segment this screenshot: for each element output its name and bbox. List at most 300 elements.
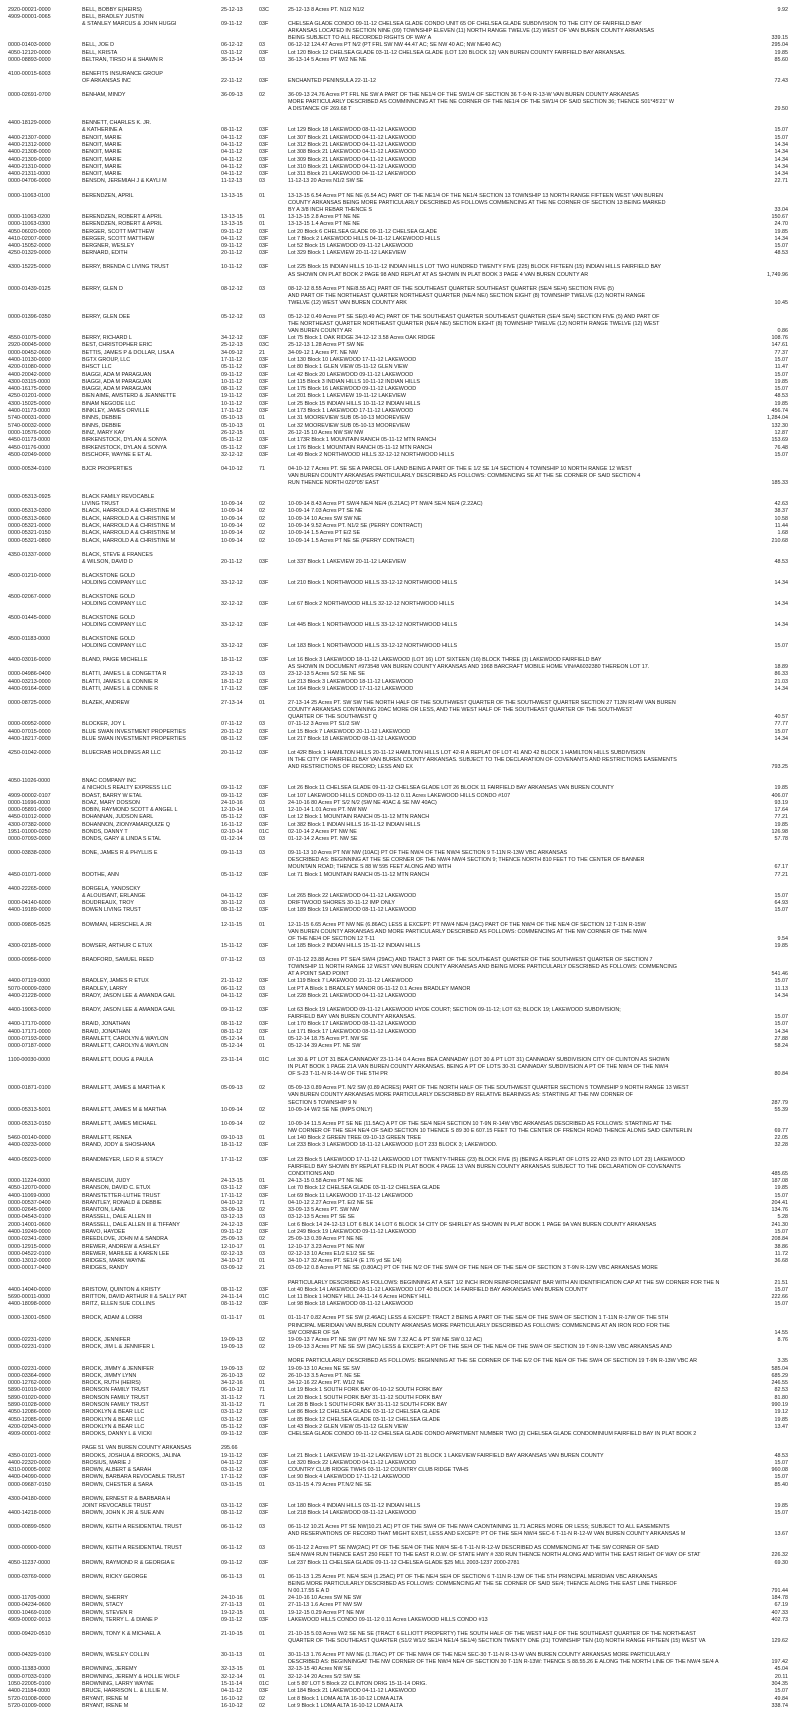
tax-class: 03F	[259, 1006, 269, 1013]
section-township-range: 21-11-12	[221, 978, 243, 985]
section-township-range: 04-11-12	[221, 149, 243, 156]
legal-description: 04-10-12 7 Acres PT. SE SE A PARCEL OF LAND BEING A PART OF THE E 1/2 SE 1/4 SECTION 4 TOWNSHIP 10 NORTH RANGE 12 WEST	[288, 465, 633, 472]
owner-name: & WILSON, DAVID D	[82, 558, 133, 565]
tax-record	[8, 829, 788, 836]
legal-description: Lot 173 Block 1 LAKEWOOD 17-11-12 LAKEWOOD	[288, 408, 414, 415]
legal-description: Lot 183 Block 1 NORTHWOOD HILLS 33-12-12 NORTHWOOD HILLS	[288, 643, 458, 650]
section-township-range: 10-09-14	[221, 501, 243, 508]
amount-due: 960.08	[771, 1467, 788, 1474]
amount-due: 15.07	[774, 1192, 788, 1199]
amount-due: 38.37	[774, 508, 788, 515]
owner-name: BERRY, GLEN DEE	[82, 313, 131, 320]
owner-name: BRAMLETT, JAMES MICHAEL	[82, 1120, 157, 1127]
tax-record	[8, 1674, 788, 1681]
amount-due: 15.07	[774, 1014, 788, 1021]
record-line	[8, 1007, 788, 1014]
parcel-number: 0000-09420-0510	[8, 1630, 51, 1637]
tax-class: 03F	[259, 657, 269, 664]
section-township-range: 34-12-16	[221, 1380, 243, 1387]
amount-due: 42.63	[774, 501, 788, 508]
parcel-number: 0000-00899-0500	[8, 1524, 51, 1531]
tax-record	[8, 1287, 788, 1294]
amount-due: 14.34	[774, 600, 788, 607]
tax-record	[8, 1157, 788, 1178]
owner-name: BERENDZEN, APRIL	[82, 192, 134, 199]
tax-class: 03F	[259, 978, 269, 985]
tax-record	[8, 729, 788, 736]
tax-record	[8, 135, 788, 142]
legal-description: 21-10-15 5.03 Acres W/2 SE NE SE (TRACT 6 ELLIOTT PROPERTY) THE SOUTH HALF OF THE WEST HALF OF THE SOUTHEAST QUARTER OF THE NORTHEAST	[288, 1630, 697, 1637]
record-line	[8, 321, 788, 328]
amount-due: 339.15	[771, 35, 788, 42]
parcel-number: 0000-04706-0000	[8, 178, 51, 185]
section-township-range: 04-11-12	[221, 156, 243, 163]
section-township-range: 10-11-12	[221, 264, 243, 271]
tax-class: 03F	[259, 163, 269, 170]
legal-description: AND PART OF THE NORTHEAST QUARTER NORTHEAST QUARTER (NE/4 NE/) SECTION EIGHT (8) TOWNSHIP TWELVE (12) NORTH RANGE	[288, 292, 646, 299]
amount-due: 129.62	[771, 1638, 788, 1644]
legal-description: FAIRFIELD BAY VAN BUREN COUNTY ARKANSAS.	[288, 1014, 416, 1021]
section-township-range: 09-11-12	[221, 228, 243, 235]
section-township-range: 08-11-12	[221, 1510, 243, 1517]
amount-due: 29.50	[774, 106, 788, 113]
tax-record	[8, 1193, 788, 1200]
section-township-range: 19-12-15	[221, 1609, 243, 1616]
tax-class: 03F	[259, 386, 269, 393]
tax-class: 02	[259, 515, 265, 522]
tax-class: 03F	[259, 942, 269, 949]
tax-record	[8, 149, 788, 156]
parcel-number: 4400-21307-0000	[8, 134, 51, 141]
parcel-number: 4909-00001-0002	[8, 1431, 51, 1438]
tax-class: 03F	[259, 871, 269, 878]
legal-description: Lot 20 Block 6 CHELSEA GLADE 09-11-12 CHELSEA GLADE	[288, 228, 438, 235]
record-line	[8, 814, 788, 821]
tax-record	[8, 636, 788, 650]
owner-name: BRANTLEY, RONALD & DEBBIE	[82, 1199, 162, 1206]
owner-name: BRADFORD, SAMUEL REED	[82, 956, 154, 963]
owner-name: BROWN, STEVEN R	[82, 1609, 133, 1616]
section-township-range: 16-10-12	[221, 1695, 243, 1702]
tax-class: 01C	[259, 1057, 269, 1064]
owner-name: BROWN, BARBARA REVOCABLE TRUST	[82, 1474, 185, 1481]
tax-class: 01	[259, 1630, 265, 1637]
amount-due: 48.53	[774, 1452, 788, 1459]
record-line	[8, 1157, 788, 1164]
amount-due: 12.87	[774, 429, 788, 436]
legal-description: Lot 98 Block 18 LAKEWOOD 08-11-12 LAKEWOOD	[288, 1301, 414, 1308]
record-line	[8, 1503, 788, 1510]
section-township-range: 02-10-14	[221, 829, 243, 836]
parcel-number: 4450-01071-0000	[8, 871, 51, 878]
owner-name: BETTIS, JAMES P & DOLLAR, LISA A	[82, 349, 175, 356]
tax-record	[8, 686, 788, 693]
record-line	[8, 1214, 788, 1221]
record-line	[8, 1287, 788, 1294]
owner-name: BRYANT, IRENE M	[82, 1702, 129, 1709]
tax-class: 02	[259, 92, 265, 99]
section-township-range: 31-11-12	[221, 1394, 243, 1401]
amount-due: 13.67	[774, 1531, 788, 1538]
legal-description: Lot 201 Block 1 LAKEVIEW 19-11-12 LAKEVIEW	[288, 393, 406, 400]
legal-description: PRINCIPAL MERIDIAN VAN BUREN COUNTY ARKANSAS MORE PARTICULARLY DESCRIBED AS FOLLOWS: COMMENCING AT AN IRON ROD FOR THE	[288, 1322, 670, 1329]
tax-record	[8, 1424, 788, 1431]
section-township-range: 17-11-12	[221, 1156, 243, 1163]
tax-record	[8, 1029, 788, 1036]
record-line	[8, 1574, 788, 1581]
record-line	[8, 1510, 788, 1517]
owner-name: BRADY, JASON LEE & AMANDA GAIL	[82, 1006, 176, 1013]
tax-record	[8, 1373, 788, 1380]
legal-description: 01-11-17 0.82 Acres PT SE SW (2.46AC) LESS & EXCEPT: TRACT 2 BEING A PART OF THE SE/4 OF THE SW/4 OF SECTION 1 T-11N R-17W OF THE 5TH	[288, 1315, 669, 1322]
tax-record	[8, 342, 788, 349]
record-line	[8, 1395, 788, 1402]
owner-name: & KATHERINE A	[82, 127, 123, 134]
tax-class: 03F	[259, 1431, 269, 1438]
legal-description: 25-12-13 8 Acres PT. N1/2 N1/2	[288, 7, 365, 13]
section-township-range: 25-12-13	[221, 342, 243, 349]
tax-record	[8, 494, 788, 508]
legal-description: Lot 86 Block 12 CHELSEA GLADE 03-11-12 CHELSEA GLADE	[288, 1409, 441, 1416]
record-line	[8, 1482, 788, 1489]
record-line	[8, 393, 788, 400]
parcel-number: 4400-04090-0000	[8, 1474, 51, 1481]
tax-class: 71	[259, 1199, 265, 1206]
owner-name: BOWEN LIVING TRUST	[82, 907, 141, 914]
legal-description: AND RESERVATIONS OF RECORD THAT MIGHT EXIST, LESS AND EXCEPT: PT OF THE SE/4 NW/4 SEC-6 T-11-N R-12-W VAN BUREN COUNTY ARKANSAS M	[288, 1531, 686, 1538]
tax-class: 01	[259, 1573, 265, 1580]
section-township-range: 08-12-12	[221, 285, 243, 292]
tax-record	[8, 171, 788, 178]
record-line	[8, 594, 788, 601]
parcel-number: 4450-01012-0000	[8, 814, 51, 821]
owner-name: BRANSON, DAVID C. ETUX	[82, 1185, 151, 1192]
record-line	[8, 957, 788, 964]
parcel-number: 0000-00534-0100	[8, 465, 51, 472]
tax-record	[8, 1043, 788, 1050]
legal-description: Lot 115 Block 3 INDIAN HILLS 10-11-12 INDIAN HILLS	[288, 378, 420, 385]
record-line	[8, 480, 788, 487]
record-line	[8, 50, 788, 57]
owner-name: BINKLEY, JAMES ORVILLE	[82, 408, 150, 415]
legal-description: Lot 6 Block 14 24-12-13 LOT 6 BLK 14 LOT 6 BLOCK 14 CITY OF SHIRLEY AS SHOWN IN PLAT BOOK 1 PAGE 9A VAN BUREN COUNTY ARKANSAS	[288, 1221, 657, 1228]
legal-description: Lot 329 Block 1 LAKEVIEW 20-11-12 LAKEVIEW	[288, 250, 406, 257]
owner-name: BLATTI, JAMES L & CONGETTA R	[82, 671, 167, 678]
parcel-number: 0000-03364-0900	[8, 1372, 51, 1379]
tax-class: 03	[259, 900, 265, 907]
legal-description: MOUNTAIN ROAD; THENCE S 88 W 595 FEET ALONG AND WITH	[288, 864, 452, 871]
legal-description: 10-09-14 1.5 Acres PT NE SE (PERRY CONTRACT)	[288, 537, 415, 544]
record-line	[8, 573, 788, 580]
legal-description: 03-11-15 4.79 Acres PT.N/2 NE SE	[288, 1481, 372, 1488]
tax-record	[8, 1021, 788, 1028]
owner-name: HOLDING COMPANY LLC	[82, 643, 147, 650]
tax-class: 01	[259, 1609, 265, 1616]
amount-due: 22.05	[774, 1135, 788, 1142]
amount-due: 9.54	[777, 935, 788, 942]
amount-due: 48.53	[774, 250, 788, 257]
owner-name: BLACK FAMILY REVOCABLE	[82, 494, 155, 501]
tax-record	[8, 1344, 788, 1351]
legal-description: Lot 140 Block 2 GREEN TREE 09-10-13 GREEN TREE	[288, 1135, 422, 1142]
parcel-number: 0000-02231-0100	[8, 1344, 51, 1351]
parcel-number: 0000-03838-0300	[8, 850, 51, 857]
legal-description: Lot 7 Block 2 LAKEWOOD HILLS 04-11-12 LAKEWOOD HILLS	[288, 235, 441, 242]
record-line	[8, 1100, 788, 1107]
legal-description: Lot 85 Block 12 CHELSEA GLADE 03-11-12 CHELSEA GLADE	[288, 1416, 441, 1423]
record-line	[8, 1595, 788, 1602]
section-township-range: 03-11-12	[221, 1502, 243, 1509]
tax-record	[8, 1696, 788, 1703]
owner-name: BNAC COMPANY INC	[82, 778, 137, 785]
amount-due: 15.07	[774, 1688, 788, 1695]
tax-record	[8, 807, 788, 814]
legal-description: 24-13-15 0.58 Acres PT NE NE	[288, 1177, 363, 1184]
amount-due: 14.34	[774, 149, 788, 156]
record-line	[8, 1402, 788, 1409]
parcel-number: 4050-12085-0000	[8, 1416, 51, 1423]
section-township-range: 05-11-12	[221, 437, 243, 444]
legal-description: 04-10-12 2.27 Acres PT. E/2 NE SE	[288, 1199, 374, 1206]
record-line	[8, 142, 788, 149]
section-township-range: 09-11-12	[221, 785, 243, 792]
amount-due: 24.70	[774, 221, 788, 228]
tax-record	[8, 1135, 788, 1142]
record-line	[8, 466, 788, 473]
tax-class: 03F	[259, 250, 269, 257]
record-line	[8, 559, 788, 566]
parcel-number: 0000-05313-5001	[8, 1106, 51, 1113]
record-line	[8, 1178, 788, 1185]
amount-due: 541.46	[771, 971, 788, 978]
tax-class: 03F	[259, 750, 269, 757]
section-township-range: 12-10-14	[221, 807, 243, 814]
legal-description: 27-13-14 25 Acres PT. SW SW THE NORTH HALF OF THE SOUTHWEST QUARTER OF THE SOUTHWEST QUARTER SECTION 27 T13N R14W VAN BUREN	[288, 700, 676, 707]
amount-due: 19.85	[774, 1502, 788, 1509]
amount-due: 485.65	[771, 1170, 788, 1177]
record-line	[8, 1380, 788, 1387]
section-township-range: 33-12-12	[221, 621, 243, 628]
legal-description: Lot 213 Block 3 LAKEWOOD 18-11-12 LAKEWOOD	[288, 678, 414, 685]
owner-name: BELL, KRISTA	[82, 49, 118, 56]
record-line	[8, 707, 788, 714]
section-township-range: 30-11-12	[221, 900, 243, 907]
parcel-number: 4400-22320-0000	[8, 1459, 51, 1466]
legal-description: RUN THENCE NORTH 0Z0*05' EAST	[288, 479, 380, 486]
amount-due: 48.53	[774, 393, 788, 400]
legal-description: TOWNSHIP 11 NORTH RANGE 12 WEST VAN BUREN COUNTY ARKANSAS AND BEING MORE PARTICULARLY DESCRIBED AS FOLLOWS: COMMENCING	[288, 964, 677, 970]
record-line	[8, 71, 788, 78]
section-township-range: 20-11-12	[221, 728, 243, 735]
owner-name: BENOIT, MARIE	[82, 156, 122, 163]
legal-description: Lot 184 Block 21 LAKEWOOD 04-11-12 LAKEWOOD	[288, 1688, 417, 1695]
owner-name: BELL, JOE D	[82, 42, 115, 49]
tax-class: 01	[259, 921, 265, 928]
legal-description: DESCRIBED AS: BEGINNING AT THE SE CORNER OF THE NW/4 NW/4 SECTION 9; THENCE NORTH 810 FEET TO THE CENTER OF BANNER	[288, 857, 645, 864]
tax-class: 03F	[259, 728, 269, 735]
legal-description: A DISTANCE OF 269.68 T	[288, 106, 352, 113]
tax-record	[8, 1387, 788, 1394]
amount-due: 11.72	[774, 1250, 788, 1257]
tax-class: 03F	[259, 1229, 269, 1235]
tax-record	[8, 193, 788, 214]
amount-due: 197.42	[771, 1659, 788, 1666]
owner-name: BERGER, SCOTT MATTHEW	[82, 235, 155, 242]
section-township-range: 13-13-15	[221, 213, 243, 220]
record-line	[8, 1373, 788, 1380]
record-line	[8, 1229, 788, 1236]
section-township-range: 03-11-12	[221, 49, 243, 56]
amount-due: 8.76	[777, 1336, 788, 1343]
legal-description: 36-13-14 5 Acres PT W/2 NE NE	[288, 57, 367, 64]
legal-description: Lot 12 Block 1 MOUNTAIN RANCH 05-11-12 MTN RANCH	[288, 814, 430, 821]
amount-due: 36.68	[774, 1258, 788, 1265]
record-line	[8, 1222, 788, 1229]
legal-description: Lot 311 Block 21 LAKEWOOD 04-11-12 LAKEWOOD	[288, 171, 416, 178]
amount-due: 14.34	[774, 163, 788, 170]
tax-record	[8, 993, 788, 1000]
parcel-number: 0000-10469-0100	[8, 1609, 51, 1616]
amount-due: 150.67	[771, 213, 788, 220]
tax-class: 03	[259, 985, 265, 992]
record-line	[8, 379, 788, 386]
legal-description: 19-09-13 3 Acres PT NE SE SW (3AC) LESS & EXCEPT: A PT OF THE SE/4 OF THE NE/4 OF THE SW/4 OF SECTION 19 T-9N R-13W VBC ARKANSAS AND	[288, 1344, 672, 1351]
owner-name: BREWER, MARILEE & KAREN LEE	[82, 1250, 170, 1257]
amount-due: 21.03	[774, 678, 788, 685]
tax-class: 03F	[259, 437, 269, 444]
section-township-range: 295.66	[221, 1445, 238, 1452]
tax-record	[8, 822, 788, 829]
owner-name: BELL, BOBBY E(HEIRS)	[82, 7, 142, 13]
legal-description: Lot 5 80' LOT 5 Block 22 CLINTON ORIG 15-11-14 ORIG.	[288, 1680, 427, 1687]
amount-due: 15.07	[774, 1510, 788, 1517]
section-township-range: 32-13-15	[221, 1666, 243, 1673]
amount-due: 456.74	[771, 408, 788, 415]
legal-description: 06-11-13 1.25 Acres PT. NE/4 SE/4 (1.25AC) PT OF THE NE/4 SE/4 OF SECTION 6 T-11N R-13W OF THE 5TH PRINCIPAL MERIDIAN VBC ARKANSAS	[288, 1573, 658, 1580]
owner-name: BRAMLETT, JAMES M & MARTHA	[82, 1106, 167, 1113]
legal-description: THE NORTHEAST QUARTER NORTHEAST QUARTER (NE/4 NE/) SECTION EIGHT (8) TOWNSHIP TWELVE (12) NORTH RANGE TWELVE (12) WEST	[288, 320, 660, 327]
owner-name: BELL, BRADLEY JUSTIN	[82, 14, 144, 21]
owner-name: BRUCE, HARRISON L. & LILLIE M.	[82, 1688, 168, 1695]
owner-name: BLACKSTONE GOLD	[82, 614, 135, 621]
legal-description: 06-12-12 124.47 Acres PT N/2 (PT FRL SW NW 44.47 AC; SE NW 40 AC; NW NE40 AC)	[288, 42, 501, 49]
parcel-number: 0000-07193-0000	[8, 1035, 51, 1042]
tax-class: 01	[259, 1481, 265, 1488]
parcel-number: 4400-17170-0000	[8, 1021, 51, 1028]
tax-class: 03F	[259, 785, 269, 792]
amount-due: 15.07	[774, 243, 788, 250]
legal-description: Lot 308 Block 21 LAKEWOOD 04-11-12 LAKEWOOD	[288, 149, 417, 156]
parcel-number: 0000-05313-0150	[8, 1120, 51, 1127]
tax-class: 03F	[259, 127, 269, 134]
parcel-number: 4400-09164-0000	[8, 686, 51, 692]
owner-name: BRONSON FAMILY TRUST	[82, 1387, 149, 1394]
record-line	[8, 1128, 788, 1135]
legal-description: Lot 170 Block 17 LAKEWOOD 08-11-12 LAKEWOOD	[288, 1021, 417, 1028]
tax-record	[8, 42, 788, 49]
record-line	[8, 1107, 788, 1114]
tax-record	[8, 1460, 788, 1467]
record-line	[8, 1602, 788, 1609]
section-township-range: 04-11-12	[221, 1688, 243, 1695]
tax-record	[8, 1366, 788, 1373]
tax-record	[8, 1236, 788, 1243]
record-line	[8, 264, 788, 271]
owner-name: BENOIT, MARIE	[82, 163, 122, 170]
amount-due: 406.07	[771, 792, 788, 799]
parcel-number: 0000-02341-0300	[8, 1236, 51, 1243]
amount-due: 85.60	[774, 57, 788, 64]
parcel-number: 4300-07382-0000	[8, 821, 51, 828]
section-township-range: 09-11-12	[221, 1006, 243, 1013]
amount-due: 14.34	[774, 992, 788, 999]
section-township-range: 33-09-13	[221, 1207, 243, 1214]
record-line	[8, 1703, 788, 1710]
tax-class: 01	[259, 415, 265, 422]
record-line	[8, 1171, 788, 1178]
tax-record	[8, 1474, 788, 1481]
parcel-number: 0000-05321-0000	[8, 522, 51, 529]
parcel-number: 4400-17171-0000	[8, 1028, 51, 1035]
record-line	[8, 1207, 788, 1214]
record-line	[8, 636, 788, 643]
record-line	[8, 314, 788, 321]
section-township-range: 16-11-12	[221, 821, 243, 828]
legal-description: Lot 19 Block 1 SOUTH FORK BAY 06-10-12 SOUTH FORK BAY	[288, 1387, 443, 1394]
owner-name: BOHANNAN, JUDSON EARL	[82, 814, 154, 821]
tax-class: 03F	[259, 228, 269, 235]
legal-description: Lot 25 Block 15 INDIAN HILLS 10-11-12 INDIAN HILLS	[288, 400, 421, 407]
tax-class: 02	[259, 1106, 265, 1113]
section-township-range: 15-11-12	[221, 942, 243, 949]
parcel-number: 4400-10130-0000	[8, 356, 51, 363]
parcel-number: 4450-01173-0000	[8, 437, 51, 444]
owner-name: BRITZ, ELLEN SUE COLLINS	[82, 1301, 155, 1308]
section-township-range: 06-12-12	[221, 42, 243, 49]
section-township-range: 12-10-17	[221, 1243, 243, 1250]
parcel-number: 1100-00030-0000	[8, 1057, 51, 1064]
owner-name: BERRY, BRENDA C LIVING TRUST	[82, 264, 169, 271]
record-line	[8, 1552, 788, 1559]
tax-class: 01C	[259, 829, 269, 836]
owner-name: BEST, CHRISTOPHER ERIC	[82, 342, 152, 349]
tax-class: 03F	[259, 1452, 269, 1459]
tax-class: 01	[259, 429, 265, 436]
tax-class: 02	[259, 1695, 265, 1702]
record-line	[8, 1301, 788, 1308]
owner-name: BONE, JAMES R & PHYLLIS E	[82, 850, 158, 857]
legal-description: SECTION 5 TOWNSHIP 9 N	[288, 1099, 357, 1106]
tax-record	[8, 415, 788, 422]
amount-due: 5.28	[777, 1214, 788, 1221]
tax-record	[8, 615, 788, 629]
section-township-range: 08-11-12	[221, 1028, 243, 1035]
tax-class: 03	[259, 57, 265, 64]
owner-name: BOUDREAUX, TROY	[82, 900, 135, 907]
parcel-number: 5890-01019-0000	[8, 1387, 51, 1394]
tax-class: 03F	[259, 171, 269, 178]
record-line	[8, 293, 788, 300]
amount-due: 69.30	[774, 1559, 788, 1566]
parcel-number: 0000-01871-0100	[8, 1085, 51, 1092]
amount-due: 93.19	[774, 799, 788, 806]
section-township-range: 04-11-12	[221, 1459, 243, 1466]
owner-name: BROCK, RUTH (HEIRS)	[82, 1380, 141, 1387]
tax-class: 71	[259, 465, 265, 472]
tax-class: 03F	[259, 378, 269, 385]
owner-name: BLATTI, JAMES L & CONNIE R	[82, 686, 159, 692]
owner-name: & STANLEY MARCUS & JOHN HUGGI	[82, 21, 177, 28]
